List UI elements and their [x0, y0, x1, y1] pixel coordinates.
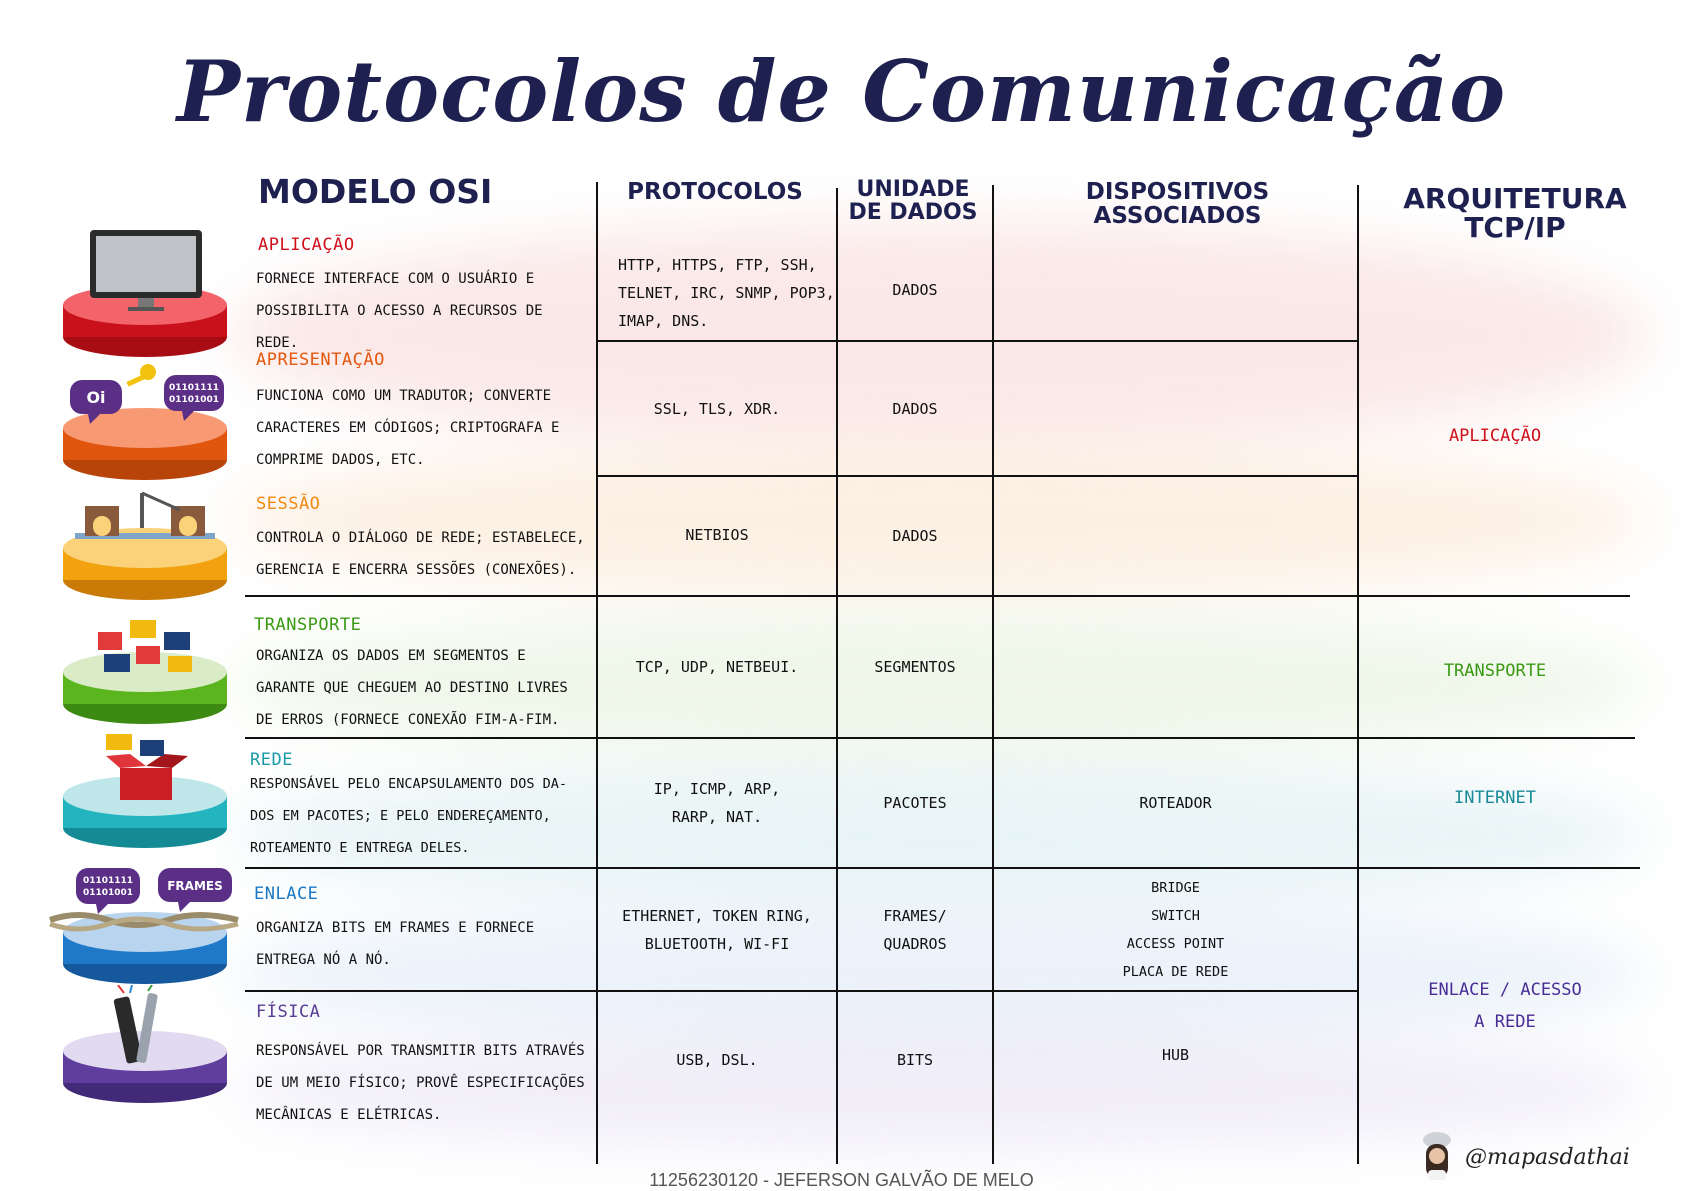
tcpip-aplicacao: APLICAÇÃO	[1448, 426, 1542, 446]
desc-line: ORGANIZA BITS EM FRAMES E FORNECE	[256, 920, 535, 936]
desc-line: POSSIBILITA O ACESSO A RECURSOS DE REDE.	[256, 303, 543, 351]
protocols-sessao: NETBIOS	[685, 526, 749, 544]
page-title: Protocolos de Comunicação	[176, 42, 1507, 141]
protocols-transporte: TCP, UDP, NETBEUI.	[635, 658, 799, 676]
binary-line1: 01101111	[168, 383, 220, 393]
protocols-enlace: ETHERNET, TOKEN RING, BLUETOOTH, WI-FI	[622, 906, 812, 953]
layer-desc-aplicacao	[256, 263, 591, 359]
header-unit	[838, 178, 988, 224]
row-divider-6	[245, 990, 1357, 992]
binary-line2: 01101001	[168, 395, 220, 405]
unit-apresentacao: DADOS	[892, 399, 938, 418]
column-divider-3	[992, 185, 994, 1164]
desc-line: ROTEAMENTO E ENTREGA DELES.	[250, 840, 470, 856]
layer-desc-transporte	[256, 640, 594, 736]
layer-desc-apresentacao	[256, 380, 591, 476]
desc-line: DOS EM PACOTES; E PELO ENDEREÇAMENTO,	[250, 808, 551, 824]
layer-name-fisica: FÍSICA	[256, 1002, 321, 1022]
oi-text: Oi	[86, 388, 106, 407]
desc-line: FUNCIONA COMO UM TRADUTOR; CONVERTE	[256, 388, 552, 404]
presentation-layer-disc-icon	[60, 360, 230, 485]
desc-line: GERENCIA E ENCERRA SESSÕES (CONEXÕES).	[256, 562, 577, 578]
desc-line: RESPONSÁVEL POR TRANSMITIR BITS ATRAVÉS	[256, 1043, 585, 1059]
unit-aplicacao: DADOS	[892, 281, 938, 299]
layer-desc-sessao	[256, 522, 594, 586]
header-tcpip-line2: TCP/IP	[1464, 211, 1566, 245]
frames-text: FRAMES	[167, 879, 223, 893]
header-osi: MODELO OSI	[258, 172, 493, 211]
desc-line: ORGANIZA OS DADOS EM SEGMENTOS E	[256, 648, 526, 664]
devices-fisica: HUB	[1161, 1046, 1190, 1064]
layer-name-transporte: TRANSPORTE	[254, 615, 362, 635]
desc-line: ENTREGA NÓ A NÓ.	[256, 952, 391, 968]
header-unit-line1: UNIDADE	[856, 177, 970, 202]
desc-line: DE UM MEIO FÍSICO; PROVÊ ESPECIFICAÇÕES	[256, 1075, 585, 1091]
desc-line: FORNECE INTERFACE COM O USUÁRIO E	[256, 271, 535, 287]
layer-name-rede: REDE	[250, 750, 293, 770]
unit-fisica: BITS	[896, 1051, 934, 1069]
transport-layer-disc-icon	[60, 612, 230, 727]
layer-name-sessao: SESSÃO	[256, 494, 321, 514]
header-tcpip-line1: ARQUITETURA	[1403, 182, 1627, 215]
header-devices	[1000, 180, 1355, 228]
devices-enlace: BRIDGE SWITCH ACCESS POINT PLACA DE REDE	[1122, 879, 1229, 980]
author-handle: @mapasdathai	[1465, 1145, 1630, 1170]
session-layer-disc-icon	[60, 488, 230, 603]
header-protocols: PROTOCOLOS	[627, 179, 803, 205]
desc-line: CONTROLA O DIÁLOGO DE REDE; ESTABELECE,	[256, 530, 585, 546]
unit-sessao: DADOS	[892, 527, 938, 545]
tcpip-enlace-acesso: ENLACE / ACESSO A REDE	[1428, 980, 1582, 1032]
layer-desc-rede	[250, 768, 595, 864]
desc-line: RESPONSÁVEL PELO ENCAPSULAMENTO DOS DA-	[250, 776, 567, 792]
desc-line: MECÂNICAS E ELÉTRICAS.	[256, 1107, 442, 1123]
layer-name-aplicacao: APLICAÇÃO	[258, 235, 355, 255]
tcpip-transporte: TRANSPORTE	[1443, 661, 1547, 681]
physical-layer-disc-icon	[60, 985, 230, 1105]
footer-watermark: 11256230120 - JEFERSON GALVÃO DE MELO	[649, 1170, 1034, 1190]
header-devices-line1: DISPOSITIVOS	[1085, 179, 1270, 205]
unit-transporte: SEGMENTOS	[874, 658, 956, 676]
unit-rede: PACOTES	[883, 794, 947, 812]
column-divider-4	[1357, 185, 1359, 1164]
header-tcpip	[1360, 184, 1670, 243]
devices-rede: ROTEADOR	[1139, 794, 1212, 812]
header-devices-line2: ASSOCIADOS	[1093, 203, 1262, 230]
desc-line: CARACTERES EM CÓDIGOS; CRIPTOGRAFA E	[256, 420, 560, 436]
layer-name-enlace: ENLACE	[254, 884, 319, 904]
desc-line: DE ERROS (FORNECE CONEXÃO FIM-A-FIM.	[256, 712, 560, 728]
protocols-fisica: USB, DSL.	[676, 1051, 758, 1069]
protocols-apresentacao: SSL, TLS, XDR.	[653, 399, 781, 418]
layer-desc-fisica	[256, 1035, 594, 1131]
unit-enlace: FRAMES/ QUADROS	[883, 906, 947, 953]
binary-line1: 01101111	[82, 876, 134, 886]
application-layer-disc-icon	[60, 225, 230, 360]
binary-line2: 01101001	[82, 888, 134, 898]
tcpip-internet: INTERNET	[1454, 788, 1536, 808]
layer-name-apresentacao: APRESENTAÇÃO	[256, 350, 385, 370]
desc-line: GARANTE QUE CHEGUEM AO DESTINO LIVRES	[256, 680, 568, 696]
datalink-layer-disc-icon	[48, 862, 243, 987]
protocols-aplicacao: HTTP, HTTPS, FTP, SSH, TELNET, IRC, SNMP, POP3, IMAP, DNS.	[618, 255, 835, 330]
desc-line: COMPRIME DADOS, ETC.	[256, 452, 425, 468]
header-unit-line2: DE DADOS	[848, 200, 978, 226]
layer-desc-enlace	[256, 912, 594, 976]
protocols-rede: IP, ICMP, ARP, RARP, NAT.	[653, 780, 781, 826]
network-layer-disc-icon	[60, 730, 230, 850]
